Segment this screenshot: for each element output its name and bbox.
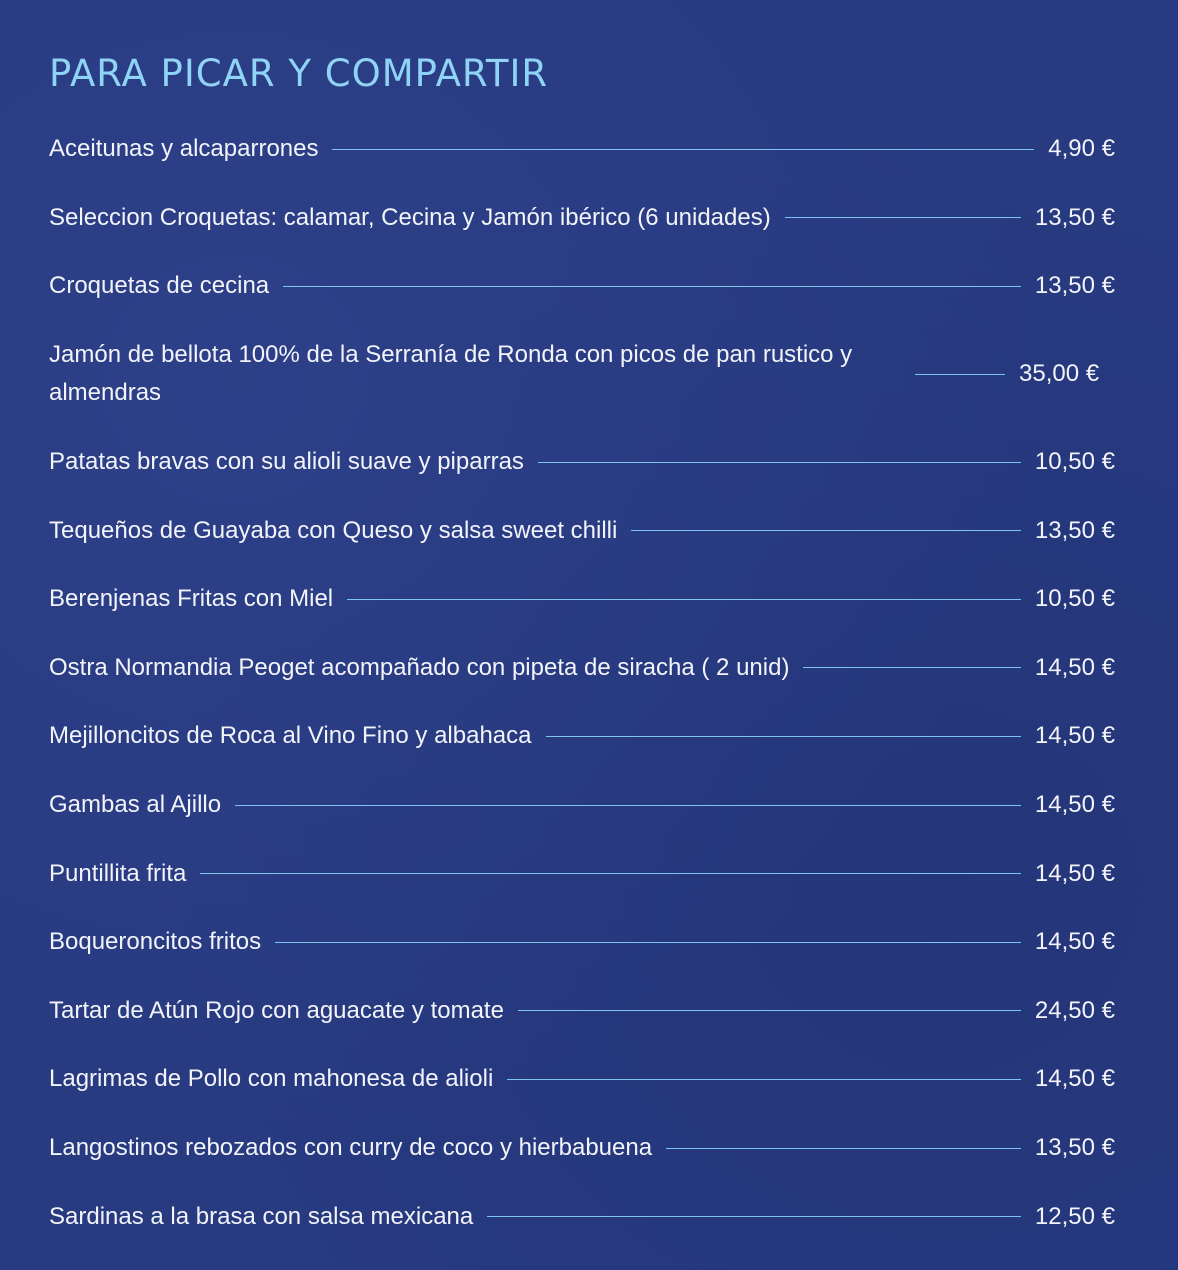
menu-item-price: 14,50 € <box>1034 928 1115 956</box>
menu-item-price: 13,50 € <box>1034 1134 1115 1162</box>
menu-item-price: 4,90 € <box>1048 135 1115 163</box>
menu-item <box>49 565 1115 634</box>
menu-item-name: Mejilloncitos de Roca al Vino Fino y albahaca <box>49 722 532 750</box>
menu-item <box>49 839 1115 908</box>
menu-item-name: Jamón de bellota 100% de la Serranía de Ronda con picos de pan rustico y almendras <box>49 341 853 407</box>
menu-item-price: 24,50 € <box>1034 996 1115 1024</box>
menu-item-name: Berenjenas Fritas con Miel <box>49 585 334 613</box>
menu-item-name: Lagrimas de Pollo con mahonesa de alioli <box>49 1065 494 1093</box>
leader-line <box>507 1079 1021 1080</box>
menu-item-name: Langostinos rebozados con curry de coco y hierbabuena <box>49 1134 653 1162</box>
leader-line <box>666 1148 1021 1149</box>
menu-item-name: Aceitunas y alcaparrones <box>49 135 319 163</box>
menu-item-price: 13,50 € <box>1034 203 1115 231</box>
menu-item-name: Gambas al Ajillo <box>49 791 222 819</box>
menu-item <box>49 496 1115 565</box>
leader-line <box>915 374 1005 375</box>
leader-line <box>235 805 1021 806</box>
menu-item <box>49 428 1115 497</box>
leader-line <box>518 1010 1021 1011</box>
menu-item-name: Sardinas a la brasa con salsa mexicana <box>49 1202 474 1230</box>
menu-item <box>49 184 1115 253</box>
menu-item <box>49 771 1115 840</box>
menu-item-price: 10,50 € <box>1034 585 1115 613</box>
menu-item <box>49 702 1115 771</box>
leader-line <box>275 942 1021 943</box>
menu-item-price: 13,50 € <box>1034 272 1115 300</box>
section-title: PARA PICAR Y COMPARTIR <box>49 52 549 95</box>
menu-item-name: Croquetas de cecina <box>49 272 270 300</box>
leader-line <box>546 736 1021 737</box>
menu-item-price: 12,50 € <box>1034 1202 1115 1230</box>
menu-item <box>49 321 1115 428</box>
leader-line <box>283 286 1021 287</box>
menu-item-name: Patatas bravas con su alioli suave y piparras <box>49 448 524 476</box>
menu-item-name: Tartar de Atún Rojo con aguacate y tomate <box>49 996 504 1024</box>
menu-item-name: Puntillita frita <box>49 859 187 887</box>
menu-item <box>49 908 1115 977</box>
leader-line <box>538 462 1021 463</box>
menu-item <box>49 634 1115 703</box>
menu-item-price: 13,50 € <box>1034 516 1115 544</box>
leader-line <box>785 217 1021 218</box>
leader-line <box>487 1216 1021 1217</box>
menu-item <box>49 1182 1115 1251</box>
menu-item <box>49 977 1115 1046</box>
menu-item-name: Tequeños de Guayaba con Queso y salsa sweet chilli <box>49 516 618 544</box>
leader-line <box>631 530 1021 531</box>
menu-item <box>49 1045 1115 1114</box>
menu-item-price: 14,50 € <box>1034 1065 1115 1093</box>
menu-item <box>49 115 1115 184</box>
menu-item-price: 35,00 € <box>1019 360 1100 388</box>
menu-item-price: 10,50 € <box>1034 448 1115 476</box>
leader-line <box>803 667 1020 668</box>
menu-item-name: Boqueroncitos fritos <box>49 928 262 956</box>
leader-line <box>332 149 1034 150</box>
menu-item-price: 14,50 € <box>1034 859 1115 887</box>
leader-line <box>347 599 1021 600</box>
menu-item-price: 14,50 € <box>1034 653 1115 681</box>
menu-item <box>49 252 1115 321</box>
menu-item-name: Ostra Normandia Peoget acompañado con pipeta de siracha ( 2 unid) <box>49 653 790 681</box>
menu-item <box>49 1114 1115 1183</box>
menu-item-list <box>49 115 1115 1251</box>
menu-item-price: 14,50 € <box>1034 791 1115 819</box>
menu-item-name: Seleccion Croquetas: calamar, Cecina y Jamón ibérico (6 unidades) <box>49 203 771 231</box>
menu-item-price: 14,50 € <box>1034 722 1115 750</box>
leader-line <box>200 873 1021 874</box>
